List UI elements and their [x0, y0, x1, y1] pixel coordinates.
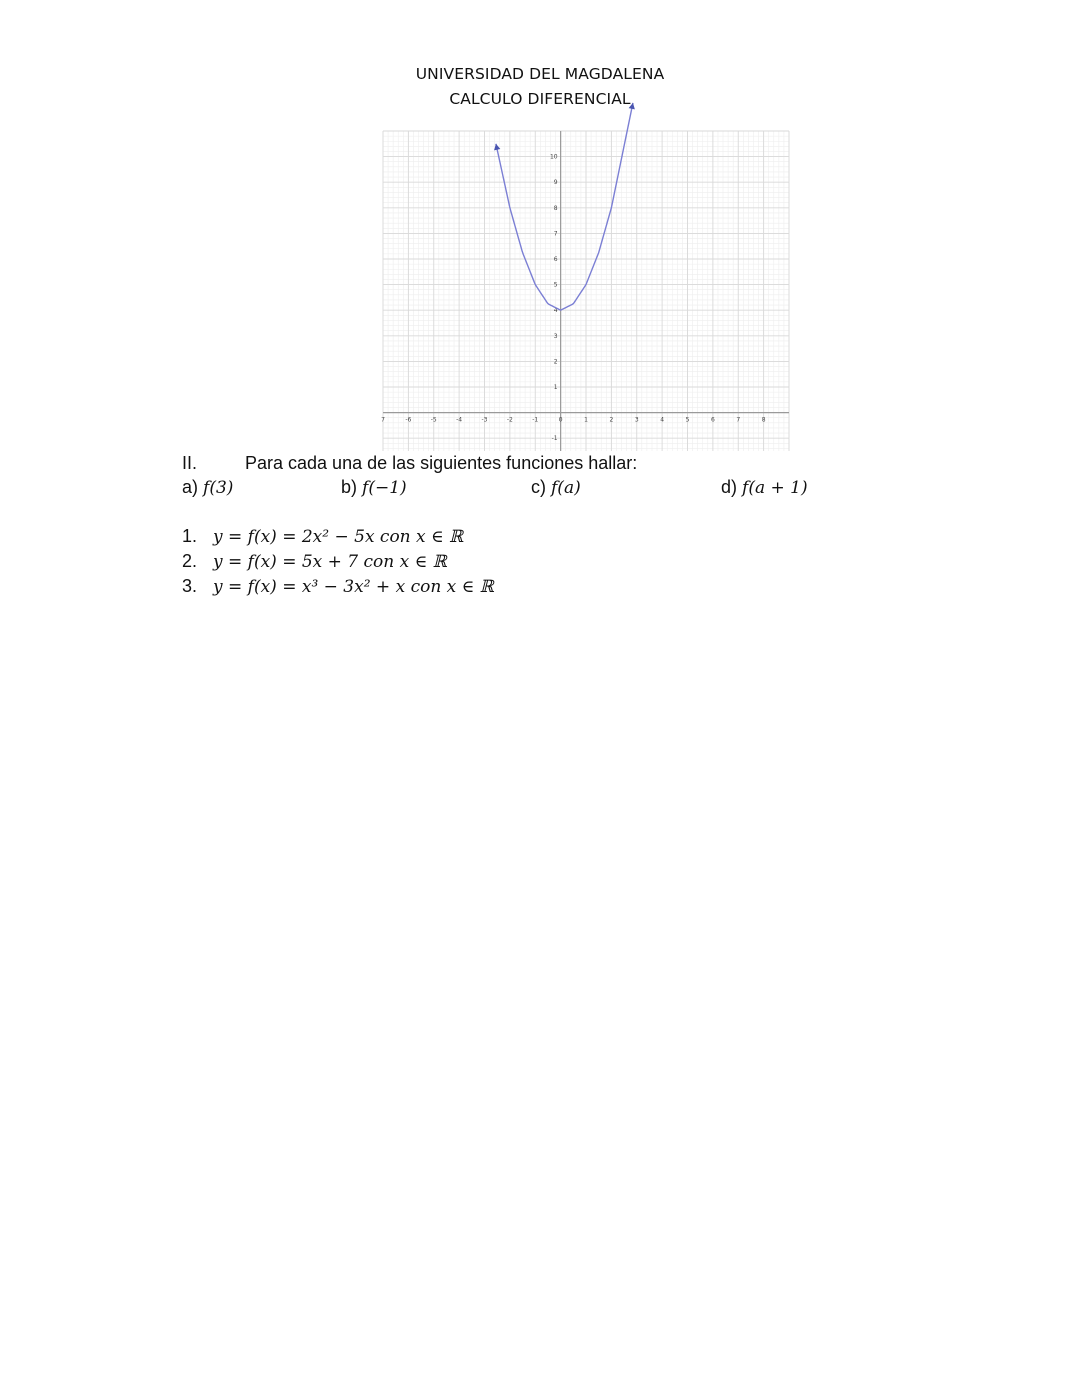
x-tick-label: 4	[660, 416, 665, 424]
parabola-curve	[496, 103, 633, 310]
option-a-expr: f(3)	[203, 478, 234, 498]
equation-3-expr: y = f(x) = x³ − 3x² + x con x ∈ ℝ	[213, 577, 494, 597]
option-a-label: a)	[182, 477, 199, 497]
x-tick-label: -3	[481, 416, 488, 424]
y-tick-label: 1	[553, 384, 558, 391]
option-d-label: d)	[721, 477, 738, 497]
section-instruction: Para cada una de las siguientes funciones hallar:	[245, 453, 638, 473]
x-tick-label: 0	[558, 416, 563, 424]
y-tick-label: 7	[553, 230, 558, 238]
y-tick-label: 5	[553, 281, 558, 289]
equation-2	[182, 551, 447, 572]
option-c-expr: f(a)	[551, 478, 581, 498]
y-tick-label: 9	[553, 179, 558, 187]
y-tick-label: 2	[553, 358, 558, 366]
option-d-expr: f(a + 1)	[742, 478, 808, 498]
option-b-expr: f(−1)	[362, 478, 407, 498]
y-tick-label: 6	[553, 256, 558, 263]
x-tick-label: 7	[381, 416, 385, 424]
equation-2-number: 2.	[182, 551, 198, 571]
x-tick-label: -4	[456, 416, 463, 424]
x-tick-label: 5	[685, 416, 690, 424]
x-tick-label: 7	[736, 416, 741, 424]
y-tick-label: 3	[553, 332, 558, 340]
option-a	[182, 477, 233, 498]
x-tick-label: 3	[634, 416, 639, 424]
y-tick-label: 8	[553, 204, 558, 212]
x-tick-label: 1	[584, 416, 588, 424]
curve-arrow-left	[494, 144, 500, 151]
equation-1-expr: y = f(x) = 2x² − 5x con x ∈ ℝ	[213, 527, 464, 547]
equation-3	[182, 576, 494, 597]
x-tick-label: 2	[609, 416, 614, 424]
option-b	[341, 477, 407, 498]
option-c-label: c)	[531, 477, 546, 497]
x-tick-label: -1	[532, 416, 539, 424]
option-d	[721, 477, 808, 498]
y-tick-labels	[550, 154, 558, 443]
option-b-label: b)	[341, 477, 358, 497]
course-title: CALCULO DIFERENCIAL	[449, 90, 631, 108]
x-tick-label: -2	[506, 416, 513, 424]
x-tick-label: 8	[761, 416, 766, 424]
equation-2-expr: y = f(x) = 5x + 7 con x ∈ ℝ	[213, 552, 447, 572]
x-tick-label: -5	[430, 416, 437, 424]
university-title: UNIVERSIDAD DEL MAGDALENA	[415, 65, 665, 83]
section-numeral: II.	[182, 453, 198, 473]
x-tick-label: 6	[710, 416, 715, 424]
y-tick-label: 10	[549, 153, 558, 161]
y-tick-label: -1	[551, 435, 558, 443]
equation-3-number: 3.	[182, 576, 198, 596]
y-tick-label: 4	[553, 307, 558, 315]
function-graph	[383, 131, 789, 451]
equation-1-number: 1.	[182, 526, 198, 546]
x-tick-label: -6	[405, 416, 412, 424]
option-c	[531, 477, 581, 498]
equation-1	[182, 526, 463, 547]
